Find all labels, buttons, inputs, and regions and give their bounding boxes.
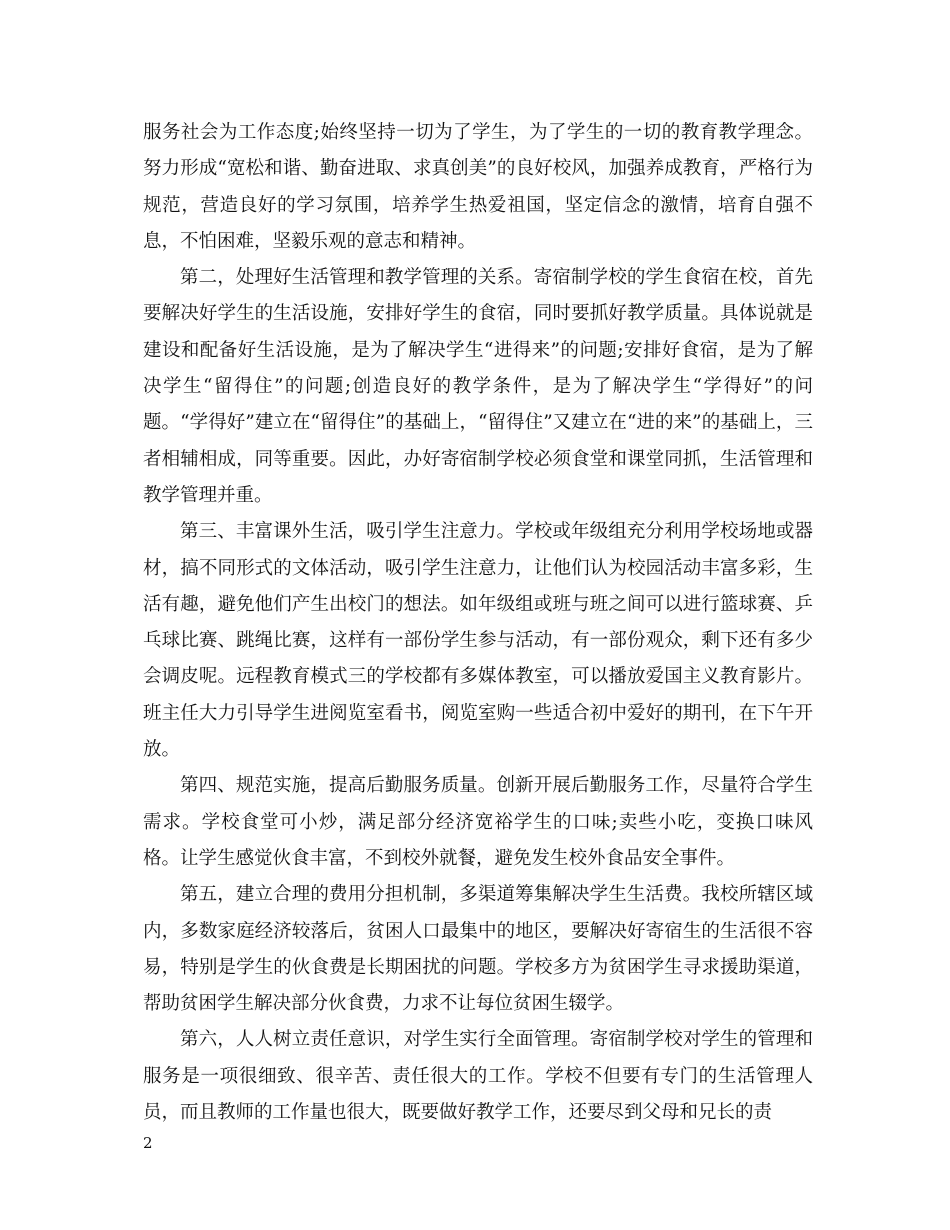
paragraph-3: 第三、丰富课外生活，吸引学生注意力。学校或年级组充分利用学校场地或器材，搞不同形式的文体活动，吸引学生注意力，让他们认为校园活动丰富多彩，生活有趣，避免他们产生出校门的想法。如年级组或班与班之间可以进行篮球赛、乒乓球比赛、跳绳比赛，这样有一部份学生参与活动，有一部份观众，剩下还有多少会调皮呢。远程教育模式三的学校都有多媒体教室，可以播放爱国主义教育影片。班主任大力引导学生进阅览室看书，阅览室购一些适合初中爱好的期刊，在下午开放。 xyxy=(143,521,813,761)
paragraph-1: 服务社会为工作态度;始终坚持一切为了学生，为了学生的一切的教育教学理念。努力形成“宽松和谐、勤奋进取、求真创美”的良好校风，加强养成教育，严格行为规范，营造良好的学习氛围，培养学生热爱祖国，坚定信念的激情，培育自强不息，不怕困难，坚毅乐观的意志和精神。 xyxy=(143,122,813,252)
paragraph-5: 第五，建立合理的费用分担机制，多渠道筹集解决学生生活费。我校所辖区域内，多数家庭经济较落后，贫困人口最集中的地区，要解决好寄宿生的生活很不容易，特别是学生的伙食费是长期困扰的问题。学校多方为贫困学生寻求援助渠道，帮助贫困学生解决部分伙食费，力求不让每位贫困生辍学。 xyxy=(143,884,813,1015)
paragraph-2: 第二，处理好生活管理和教学管理的关系。寄宿制学校的学生食宿在校，首先要解决好学生的生活设施，安排好学生的食宿，同时要抓好教学质量。具体说就是建设和配备好生活设施，是为了解决学生“进得来”的问题;安排好食宿，是为了解决学生“留得住”的问题;创造良好的教学条件，是为了解决学生“学得好”的问题。“学得好”建立在“留得住”的基础上，“留得住”又建立在“进的来”的基础上，三者相辅相成，同等重要。因此，办好寄宿制学校必须食堂和课堂同抓，生活管理和教学管理并重。 xyxy=(143,267,813,506)
document-body xyxy=(143,115,813,1131)
page-number: 2 xyxy=(143,1134,153,1152)
paragraph-6: 第六，人人树立责任意识，对学生实行全面管理。寄宿制学校对学生的管理和服务是一项很细致、很辛苦、责任很大的工作。学校不但要有专门的生活管理人员，而且教师的工作量也很大，既要做好教学工作，还要尽到父母和兄长的责 xyxy=(143,1029,813,1124)
paragraph-4: 第四、规范实施，提高后勤服务质量。创新开展后勤服务工作，尽量符合学生需求。学校食堂可小炒，满足部分经济宽裕学生的口味;卖些小吃，变换口味风格。让学生感觉伙食丰富，不到校外就餐，避免发生校外食品安全事件。 xyxy=(143,775,813,869)
